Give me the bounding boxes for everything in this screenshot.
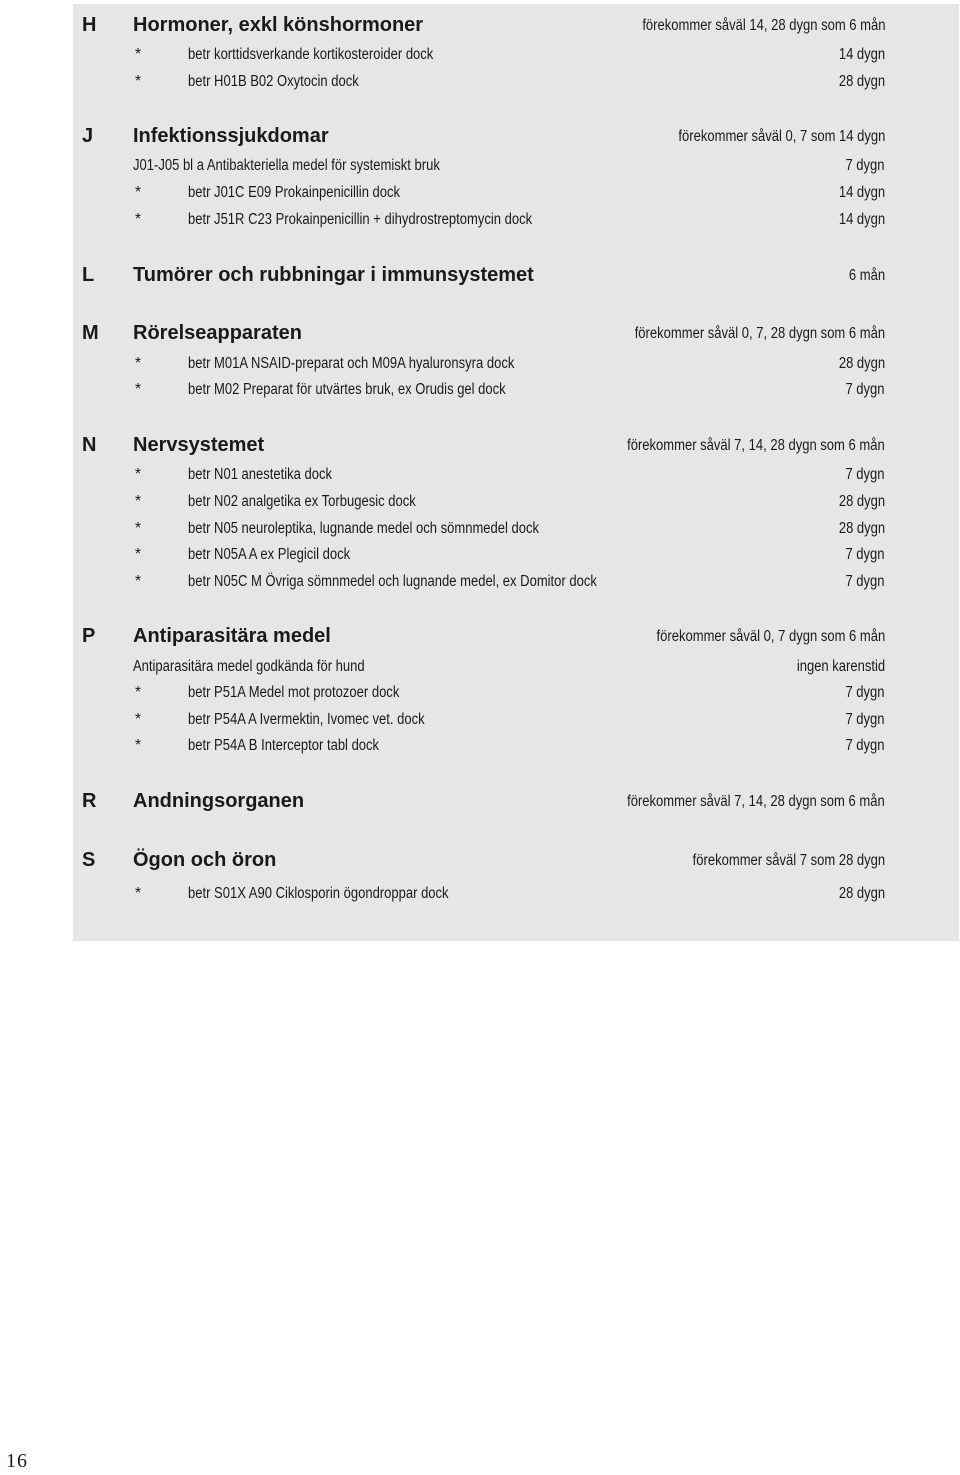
list-item [0,517,960,543]
section-letter: R [82,790,97,812]
section-letter: L [82,264,95,286]
asterisk: * [135,73,142,90]
section-header-h [0,14,960,40]
list-item [0,70,960,96]
item-text: betr N01 anestetika dock [188,466,333,483]
list-item [0,655,960,681]
list-item [0,708,960,734]
item-text: betr N02 analgetika ex Torbugesic dock [188,493,416,510]
item-value: 28 dygn [838,885,885,902]
section-title: Infektionssjukdomar [133,125,329,147]
list-item [0,490,960,516]
list-item [0,378,960,404]
item-text: betr N05 neuroleptika, lugnande medel och sömnmedel dock [188,520,540,537]
section-letter: J [82,125,94,147]
section-title: Andningsorganen [133,790,305,812]
asterisk: * [135,381,142,398]
item-text: betr M01A NSAID-preparat och M09A hyaluronsyra dock [188,355,515,372]
section-header-n [0,434,960,460]
list-item [0,154,960,180]
section-title: Tumörer och rubbningar i immunsystemet [133,264,534,286]
item-value: 28 dygn [838,355,885,372]
section-header-p [0,625,960,651]
item-value: 14 dygn [838,184,885,201]
section-condition: förekommer såväl 0, 7 som 14 dygn [678,128,885,145]
asterisk: * [135,684,142,701]
section-title: Antiparasitära medel [133,625,331,647]
asterisk: * [135,355,142,372]
section-header-l [0,264,960,290]
item-text: J01-J05 bl a Antibakteriella medel för systemiskt bruk [133,157,440,174]
section-header-r [0,790,960,816]
item-value: 28 dygn [838,73,885,90]
item-text: betr N05C M Övriga sömnmedel och lugnande medel, ex Domitor dock [188,573,597,590]
list-item [0,181,960,207]
item-text: betr P54A A Ivermektin, Ivomec vet. dock [188,711,425,728]
section-letter: H [82,14,97,36]
item-text: betr S01X A90 Ciklosporin ögondroppar dock [188,885,449,902]
item-value: 7 dygn [845,573,885,590]
item-value: 7 dygn [845,546,885,563]
item-value: 7 dygn [845,157,885,174]
section-header-j [0,125,960,151]
asterisk: * [135,520,142,537]
item-value: 28 dygn [838,493,885,510]
item-value: 7 dygn [845,466,885,483]
item-text: betr P54A B Interceptor tabl dock [188,737,380,754]
section-title: Nervsystemet [133,434,265,456]
item-text: betr N05A A ex Plegicil dock [188,546,351,563]
asterisk: * [135,184,142,201]
section-condition: förekommer såväl 7 som 28 dygn [692,852,885,869]
asterisk: * [135,211,142,228]
list-item [0,543,960,569]
section-header-m [0,322,960,348]
section-condition: förekommer såväl 7, 14, 28 dygn som 6 mån [627,437,885,454]
asterisk: * [135,711,142,728]
list-item [0,734,960,760]
asterisk: * [135,466,142,483]
section-header-s [0,849,960,875]
section-letter: N [82,434,97,456]
item-text: betr P51A Medel mot protozoer dock [188,684,400,701]
item-value: 7 dygn [845,711,885,728]
section-condition: förekommer såväl 7, 14, 28 dygn som 6 mån [627,793,885,810]
list-item [0,882,960,908]
item-value: 7 dygn [845,381,885,398]
item-text: Antiparasitära medel godkända för hund [133,658,365,675]
list-item [0,681,960,707]
section-letter: M [82,322,99,344]
item-text: betr H01B B02 Oxytocin dock [188,73,359,90]
section-condition: förekommer såväl 0, 7, 28 dygn som 6 mån [634,325,885,342]
section-title: Hormoner, exkl könshormoner [133,14,424,36]
item-value: 28 dygn [838,520,885,537]
item-value: 14 dygn [838,46,885,63]
section-letter: S [82,849,96,871]
asterisk: * [135,546,142,563]
item-text: betr J51R C23 Prokainpenicillin + dihydrostreptomycin dock [188,211,533,228]
asterisk: * [135,46,142,63]
asterisk: * [135,885,142,902]
item-text: betr J01C E09 Prokainpenicillin dock [188,184,401,201]
section-title: Ögon och öron [133,849,277,871]
list-item [0,352,960,378]
item-value: 7 dygn [845,684,885,701]
item-text: betr korttidsverkande kortikosteroider dock [188,46,434,63]
asterisk: * [135,737,142,754]
list-item [0,570,960,596]
page-number: 16 [6,1450,28,1472]
list-item [0,463,960,489]
item-value: ingen karenstid [796,658,885,675]
section-condition: förekommer såväl 0, 7 dygn som 6 mån [656,628,885,645]
asterisk: * [135,573,142,590]
section-condition: 6 mån [848,267,885,284]
list-item [0,43,960,69]
item-value: 7 dygn [845,737,885,754]
list-item [0,208,960,234]
section-condition: förekommer såväl 14, 28 dygn som 6 mån [641,17,885,34]
section-title: Rörelseapparaten [133,322,302,344]
item-value: 14 dygn [838,211,885,228]
item-text: betr M02 Preparat för utvärtes bruk, ex Orudis gel dock [188,381,506,398]
section-letter: P [82,625,96,647]
asterisk: * [135,493,142,510]
